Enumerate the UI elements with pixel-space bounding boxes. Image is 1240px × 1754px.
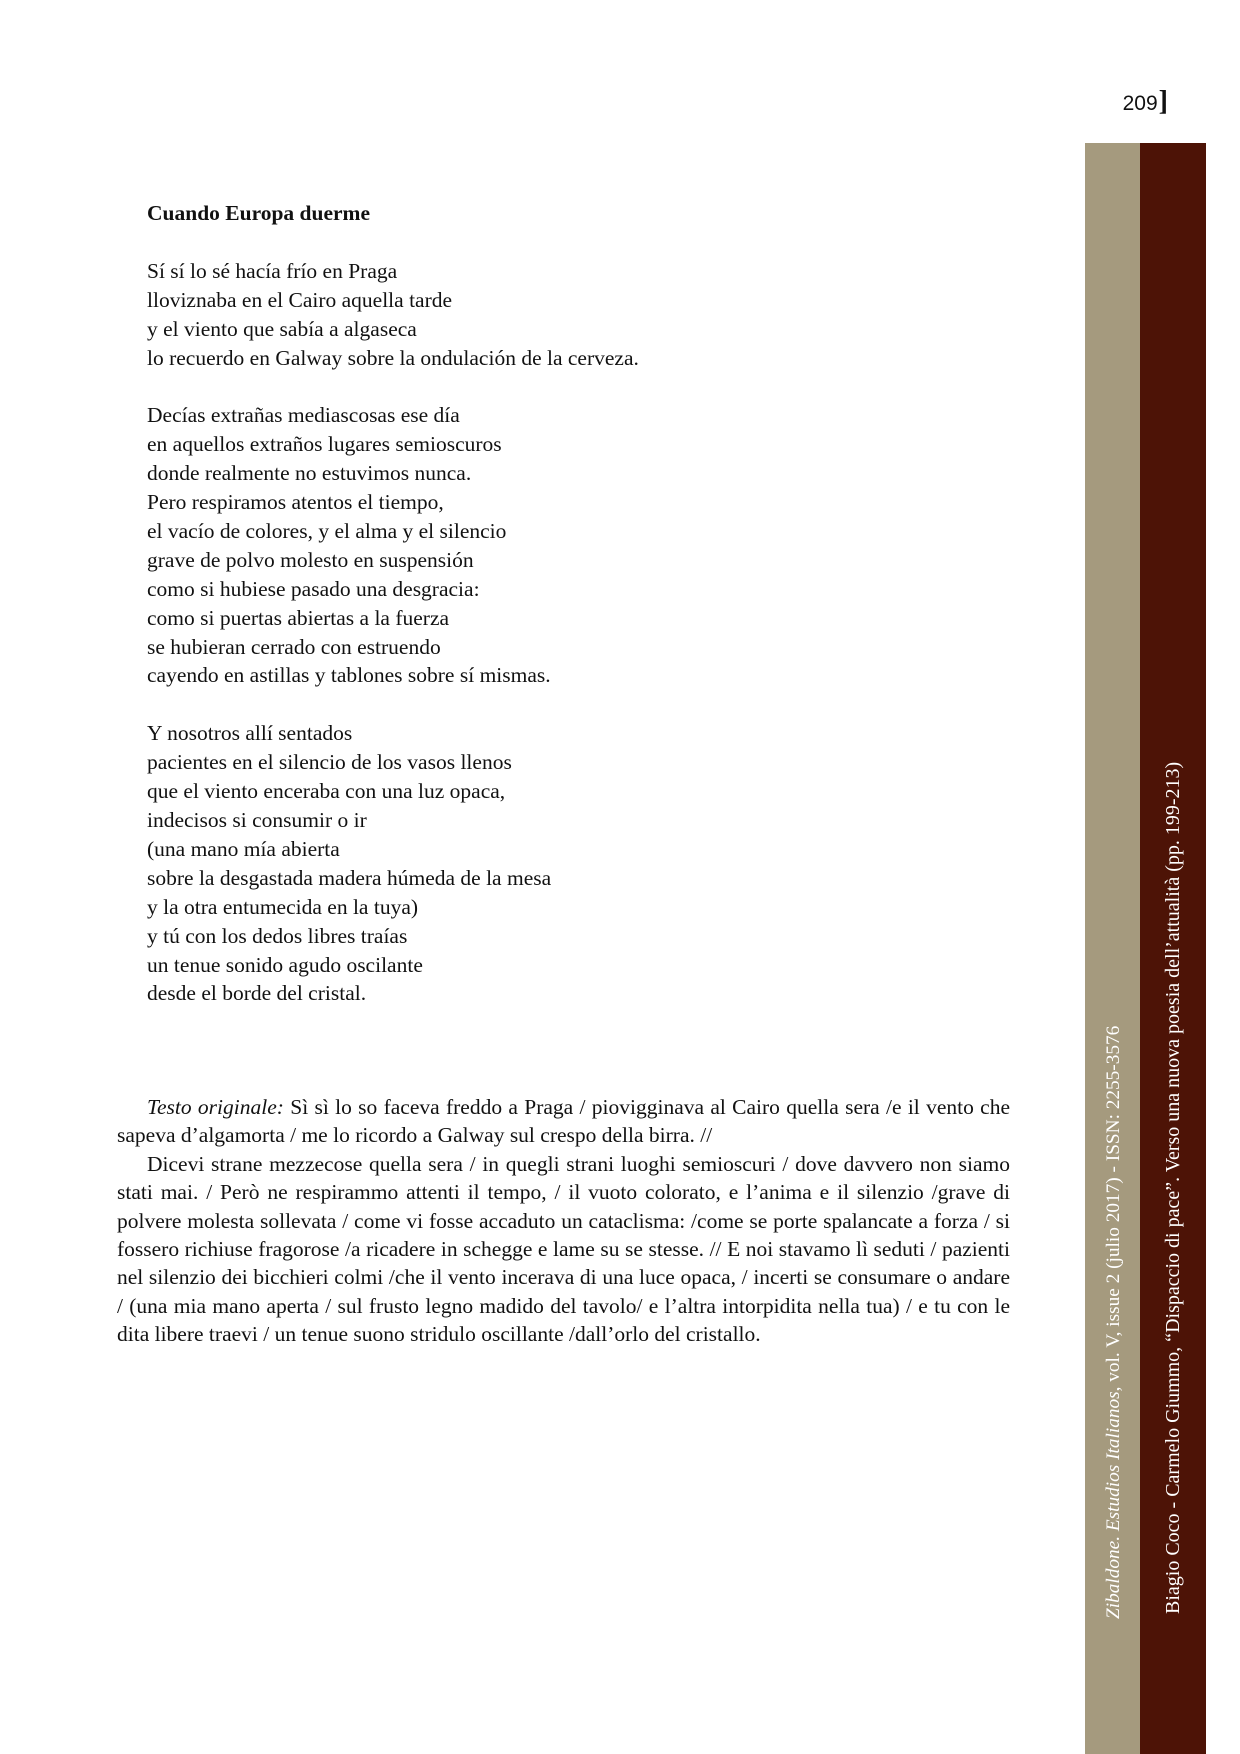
poem-line: y el viento que sabía a algaseca xyxy=(147,316,417,341)
poem-line: indecisos si consumir o ir xyxy=(147,807,367,832)
poem-line: y la otra entumecida en la tuya) xyxy=(147,894,419,919)
poem-line: en aquellos extraños lugares semioscuros xyxy=(147,432,502,457)
poem-line: donde realmente no estuvimos nunca. xyxy=(147,461,472,486)
poem-line: Sí sí lo sé hacía frío en Praga xyxy=(147,258,398,283)
original-text xyxy=(117,1093,1010,1349)
poem-line: un tenue sonido agudo oscilante xyxy=(147,952,423,977)
poem-line: Y nosotros allí sentados xyxy=(147,721,353,746)
original-paragraph-2: Dicevi strane mezzecose quella sera / in quegli strani luoghi semioscuri / dove davvero non siamo stati mai. / Però ne respirammo attenti il tempo, / il vuoto colorato, e l’anima e il silenzio /grave di polvere molesta sollevata / come vi fosse accaduto un cataclisma: /come se porte spalancate a forza / si fossero richiuse fragorose /a ricadere in schegge e lame su se stesse. // E noi stavamo lì seduti / pazienti nel silenzio dei bicchieri colmi /che il vento incerava di una luce opaca, / incerti se consumare o andare / (una mia mano aperta / sul frusto legno madido del tavolo/ e l’altra intorpidita nella tua) / e tu con le dita libere traevi / un tenue suono stridulo oscillante /dall’orlo del cristallo. xyxy=(117,1151,1010,1347)
poem-stanza-2 xyxy=(147,401,907,690)
poem-line: y tú con los dedos libres traías xyxy=(147,923,408,948)
page-number-bracket: ] xyxy=(1158,86,1168,117)
page-number-value: 209 xyxy=(1122,92,1158,115)
poem-stanza-1 xyxy=(147,257,907,373)
poem-line: Decías extrañas mediascosas ese día xyxy=(147,403,460,428)
poem-stanza-3 xyxy=(147,719,907,1008)
poem-line: cayendo en astillas y tablones sobre sí mismas. xyxy=(147,663,551,688)
sidebar-journal-citation xyxy=(1103,1026,1125,1619)
poem-line: lloviznaba en el Cairo aquella tarde xyxy=(147,287,453,312)
poem-line: como si puertas abiertas a la fuerza xyxy=(147,605,450,630)
journal-details: , vol. V, issue 2 (julio 2017) - ISSN: 2255-3576 xyxy=(1103,1025,1124,1392)
poem-line: desde el borde del cristal. xyxy=(147,981,367,1006)
poem-line: sobre la desgastada madera húmeda de la mesa xyxy=(147,865,552,890)
poem-line: grave de polvo molesto en suspensión xyxy=(147,547,474,572)
original-label: Testo originale: xyxy=(147,1095,284,1119)
poem-line: (una mano mía abierta xyxy=(147,836,340,861)
original-paragraph-1 xyxy=(117,1093,1010,1150)
page-number xyxy=(1123,88,1168,118)
sidebar-article-citation: Biagio Coco - Carmelo Giummo, “Dispaccio di pace”. Verso una nuova poesia dell’attualità (pp. 199-213) xyxy=(1162,761,1184,1614)
journal-name: Zibaldone. Estudios Italianos xyxy=(1103,1391,1124,1619)
poem-line: pacientes en el silencio de los vasos llenos xyxy=(147,750,512,775)
poem-line: como si hubiese pasado una desgracia: xyxy=(147,576,480,601)
poem-line: el vacío de colores, y el alma y el silencio xyxy=(147,518,507,543)
original-paragraph-1-text: Sì sì lo so faceva freddo a Praga / piovigginava al Cairo quella sera /e il vento che sapeva d’algamorta / me lo ricordo a Galway sul crespo della birra. // xyxy=(117,1095,1010,1148)
poem xyxy=(147,199,907,1037)
poem-line: lo recuerdo en Galway sobre la ondulación de la cerveza. xyxy=(147,345,639,370)
poem-line: que el viento enceraba con una luz opaca, xyxy=(147,779,506,804)
poem-title: Cuando Europa duerme xyxy=(147,201,371,225)
poem-line: Pero respiramos atentos el tiempo, xyxy=(147,490,444,515)
poem-line: se hubieran cerrado con estruendo xyxy=(147,634,441,659)
